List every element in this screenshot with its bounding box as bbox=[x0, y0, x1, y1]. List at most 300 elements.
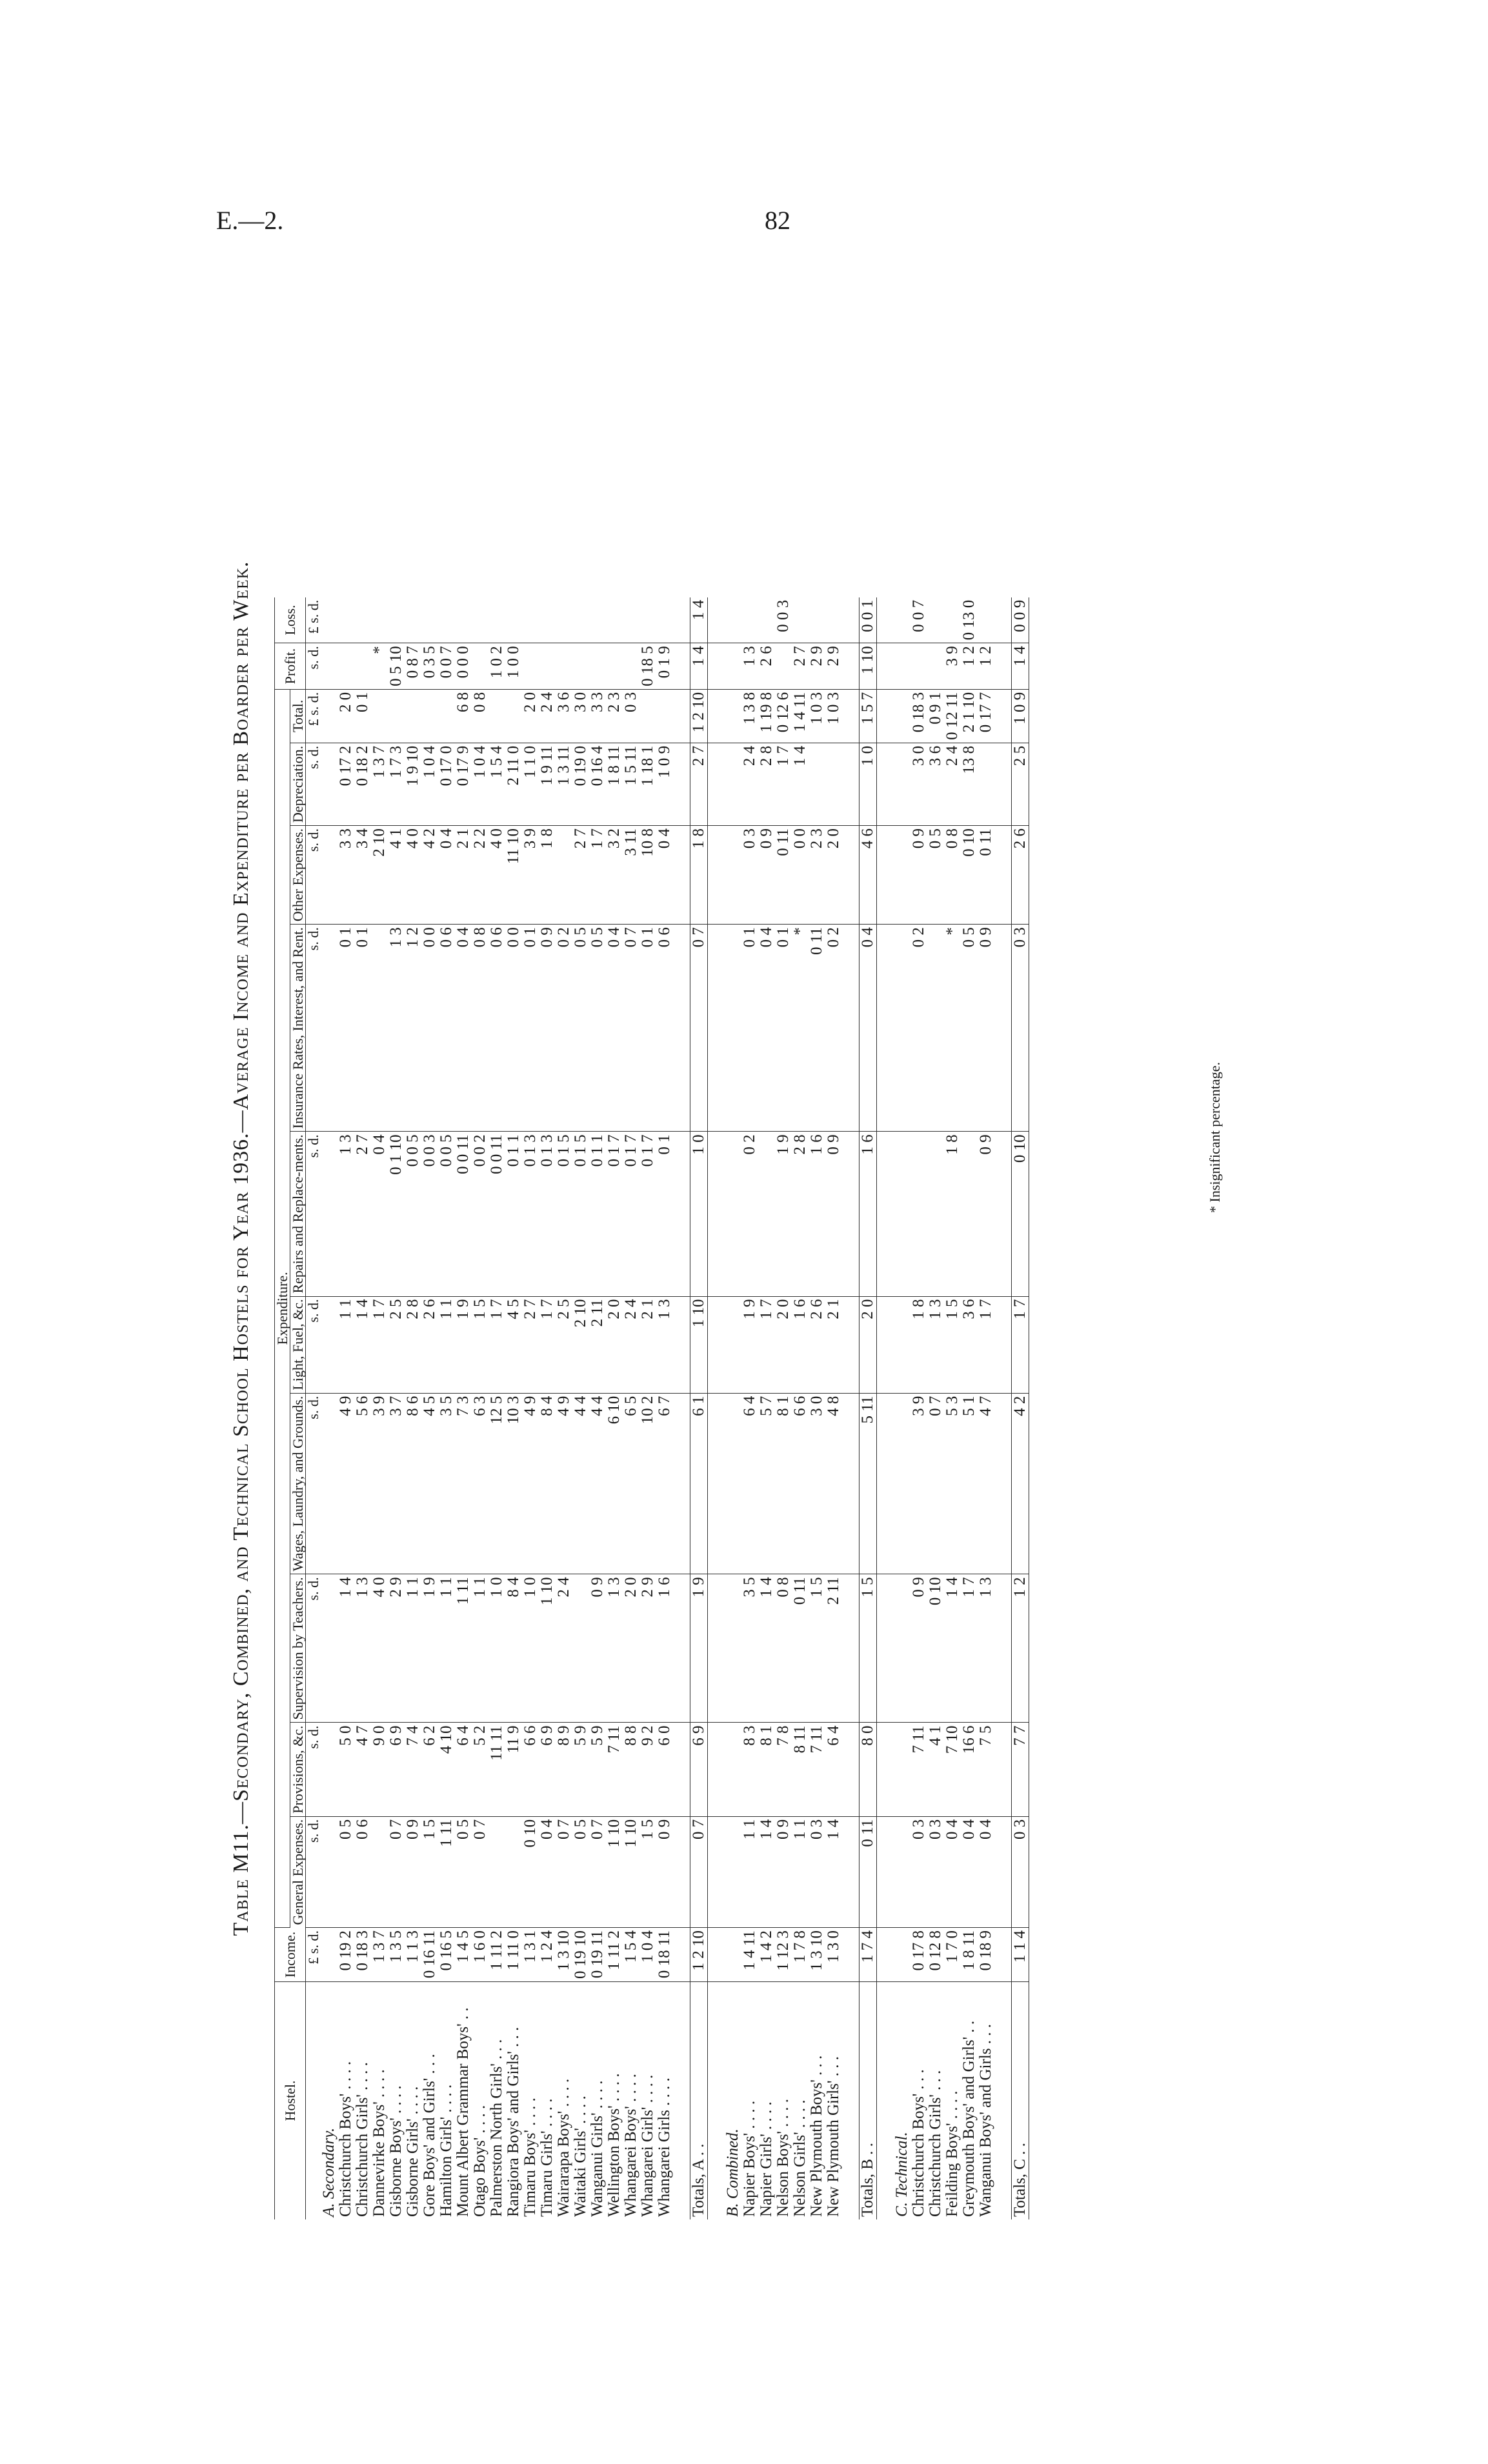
hostel-row bbox=[572, 597, 589, 2219]
value-cell: 0 17 7 bbox=[978, 689, 994, 743]
value-cell bbox=[978, 743, 994, 825]
hostel-row bbox=[505, 597, 522, 2219]
value-cell: 0 9 bbox=[978, 1132, 994, 1296]
value-cell: 1 1 bbox=[472, 1574, 488, 1723]
spacer-cell bbox=[842, 1723, 860, 1816]
hostel-name: Christchurch Boys' . . . bbox=[910, 2069, 928, 2217]
value-cell: 2 8 bbox=[758, 743, 775, 825]
value-cell: 0 17 9 bbox=[455, 743, 472, 825]
value-cell: 0 1 7 bbox=[623, 1132, 639, 1296]
value-cell: 0 5 bbox=[572, 925, 589, 1132]
value-cell: 6 9 bbox=[388, 1723, 405, 1816]
col-loss: Loss. bbox=[275, 597, 306, 643]
value-cell: 0 19 2 bbox=[337, 1928, 354, 1982]
value-cell bbox=[825, 743, 842, 825]
value-cell: 5 9 bbox=[572, 1723, 589, 1816]
value-cell: 0 1 bbox=[656, 1132, 673, 1296]
value-cell: 1 7 bbox=[488, 1296, 505, 1393]
spacer-cell bbox=[842, 597, 860, 643]
value-cell bbox=[809, 743, 825, 825]
value-cell: 4 7 bbox=[978, 1393, 994, 1574]
value-cell: 1 5 bbox=[944, 1296, 961, 1393]
spacer-cell bbox=[673, 643, 690, 690]
value-cell: 6 9 bbox=[690, 1723, 708, 1816]
spacer-cell bbox=[708, 1816, 725, 1927]
spacer-cell bbox=[842, 825, 860, 924]
value-cell: 11 9 bbox=[505, 1723, 522, 1816]
value-cell bbox=[656, 689, 673, 743]
value-cell: 2 9 bbox=[809, 643, 825, 690]
value-cell: 2 5 bbox=[556, 1296, 572, 1393]
col-hostel: Hostel. bbox=[275, 1982, 306, 2220]
value-cell: 1 0 4 bbox=[472, 743, 488, 825]
value-cell: 3 3 bbox=[589, 689, 606, 743]
value-cell: 13 8 bbox=[961, 743, 978, 825]
spacer-cell bbox=[673, 743, 690, 825]
value-cell bbox=[405, 597, 421, 643]
value-cell: 0 4 bbox=[438, 825, 455, 924]
unit-label: s. d. bbox=[306, 1393, 321, 1574]
value-cell: 0 3 5 bbox=[421, 643, 438, 690]
value-cell: 0 0 9 bbox=[1012, 597, 1029, 643]
empty-cell bbox=[894, 1132, 910, 1296]
value-cell bbox=[556, 597, 572, 643]
col-general: General Expenses. bbox=[290, 1816, 306, 1927]
spacer-cell bbox=[842, 1816, 860, 1927]
value-cell bbox=[572, 1574, 589, 1723]
value-cell bbox=[421, 597, 438, 643]
value-cell bbox=[927, 597, 944, 643]
table-body bbox=[321, 597, 1029, 2219]
value-cell: 0 9 bbox=[978, 925, 994, 1132]
value-cell: 0 18 3 bbox=[910, 689, 927, 743]
hostel-name: Hamilton Girls' . . . . bbox=[437, 2084, 456, 2217]
value-cell: 2 0 bbox=[337, 689, 354, 743]
value-cell: 0 7 bbox=[690, 925, 708, 1132]
hostel-name: Waitaki Girls' . . . . bbox=[572, 2096, 590, 2217]
value-cell: 1 4 bbox=[354, 1296, 371, 1393]
empty-cell bbox=[894, 689, 910, 743]
hostel-row bbox=[438, 597, 455, 2219]
value-cell bbox=[337, 643, 354, 690]
hostel-name: Palmerston North Girls' . . . bbox=[488, 2039, 506, 2217]
hostel-row bbox=[741, 597, 758, 2219]
value-cell: 1 1 bbox=[405, 1574, 421, 1723]
value-cell: 1 7 4 bbox=[860, 1928, 877, 1982]
value-cell: 0 18 2 bbox=[354, 743, 371, 825]
spacer-cell bbox=[877, 643, 894, 690]
hostel-row bbox=[978, 597, 994, 2219]
value-cell: 2 7 bbox=[522, 1296, 539, 1393]
spacer-cell bbox=[708, 1982, 725, 2220]
value-cell: 1 3 bbox=[978, 1574, 994, 1723]
value-cell: 10 2 bbox=[639, 1393, 656, 1574]
value-cell: 2 6 bbox=[421, 1296, 438, 1393]
value-cell: 8 8 bbox=[623, 1723, 639, 1816]
value-cell: 2 0 bbox=[825, 825, 842, 924]
hostel-name: Greymouth Boys' and Girls' . . bbox=[960, 2020, 978, 2217]
value-cell: 0 2 bbox=[825, 925, 842, 1132]
value-cell bbox=[388, 597, 405, 643]
value-cell: 0 0 0 bbox=[455, 643, 472, 690]
value-cell: 7 11 bbox=[809, 1723, 825, 1816]
spacer-cell bbox=[708, 1393, 725, 1574]
value-cell: 10 8 bbox=[639, 825, 656, 924]
value-cell: 1 3 bbox=[741, 643, 758, 690]
value-cell: 4 4 bbox=[572, 1393, 589, 1574]
value-cell bbox=[455, 597, 472, 643]
value-cell: 6 7 bbox=[656, 1393, 673, 1574]
value-cell bbox=[505, 1816, 522, 1927]
value-cell: 1 10 bbox=[860, 643, 877, 690]
value-cell: 4 0 bbox=[488, 825, 505, 924]
value-cell bbox=[556, 825, 572, 924]
value-cell: 0 9 bbox=[825, 1132, 842, 1296]
value-cell: 1 10 bbox=[623, 1816, 639, 1927]
value-cell: 1 9 bbox=[455, 1296, 472, 1393]
value-cell: 1 7 bbox=[758, 1296, 775, 1393]
hostel-row bbox=[927, 597, 944, 2219]
value-cell bbox=[488, 689, 505, 743]
value-cell bbox=[505, 689, 522, 743]
value-cell bbox=[606, 597, 623, 643]
value-cell: 1 0 3 bbox=[825, 689, 842, 743]
value-cell: 1 4 5 bbox=[455, 1928, 472, 1982]
hostel-row bbox=[405, 597, 421, 2219]
value-cell: 11 11 bbox=[488, 1723, 505, 1816]
value-cell: 1 5 bbox=[639, 1816, 656, 1927]
value-cell: 4 5 bbox=[505, 1296, 522, 1393]
value-cell: 1 11 2 bbox=[606, 1928, 623, 1982]
value-cell: 8 4 bbox=[505, 1574, 522, 1723]
value-cell: 0 19 11 bbox=[589, 1928, 606, 1982]
value-cell: 4 8 bbox=[825, 1393, 842, 1574]
value-cell: 2 7 bbox=[792, 643, 809, 690]
value-cell: 0 16 11 bbox=[421, 1928, 438, 1982]
value-cell: 1 7 8 bbox=[792, 1928, 809, 1982]
value-cell: 0 0 2 bbox=[472, 1132, 488, 1296]
empty-cell bbox=[725, 689, 741, 743]
unit-label: s. d. bbox=[306, 643, 321, 690]
value-cell: 6 10 bbox=[606, 1393, 623, 1574]
value-cell: 1 7 bbox=[589, 825, 606, 924]
value-cell: 8 9 bbox=[556, 1723, 572, 1816]
col-insurance: Insurance Rates, Interest, and Rent. bbox=[290, 925, 306, 1132]
value-cell bbox=[354, 597, 371, 643]
value-cell: 2 4 bbox=[539, 689, 556, 743]
value-cell: 8 6 bbox=[405, 1393, 421, 1574]
value-cell: 2 9 bbox=[825, 643, 842, 690]
value-cell: 1 10 bbox=[539, 1574, 556, 1723]
value-cell: 1 3 10 bbox=[809, 1928, 825, 1982]
value-cell: 0 9 bbox=[656, 1816, 673, 1927]
empty-cell bbox=[321, 1574, 337, 1723]
value-cell bbox=[792, 597, 809, 643]
totals-row bbox=[690, 597, 708, 2219]
value-cell bbox=[488, 1816, 505, 1927]
value-cell: 3 4 bbox=[354, 825, 371, 924]
value-cell: 2 0 bbox=[623, 1574, 639, 1723]
spacer-cell bbox=[877, 1574, 894, 1723]
value-cell: 1 3 1 bbox=[522, 1928, 539, 1982]
spacer-row bbox=[877, 597, 894, 2219]
col-supervision: Supervision by Teachers. bbox=[290, 1574, 306, 1723]
unit-label: s. d. bbox=[306, 1723, 321, 1816]
spacer-cell bbox=[673, 1132, 690, 1296]
value-cell bbox=[388, 689, 405, 743]
value-cell: 2 6 bbox=[809, 1296, 825, 1393]
value-cell: 6 2 bbox=[421, 1723, 438, 1816]
value-cell: 0 7 bbox=[388, 1816, 405, 1927]
empty-cell bbox=[725, 597, 741, 643]
value-cell bbox=[438, 597, 455, 643]
value-cell: 1 3 8 bbox=[741, 689, 758, 743]
value-cell: 2 3 bbox=[606, 689, 623, 743]
empty-cell bbox=[321, 825, 337, 924]
value-cell: 7 3 bbox=[455, 1393, 472, 1574]
value-cell: 0 18 5 bbox=[639, 643, 656, 690]
unit-label: s. d. bbox=[306, 743, 321, 825]
spacer-cell bbox=[994, 1296, 1012, 1393]
spacer-cell bbox=[842, 1574, 860, 1723]
value-cell: 0 12 11 bbox=[944, 689, 961, 743]
value-cell: 1 3 11 bbox=[556, 743, 572, 825]
value-cell bbox=[809, 597, 825, 643]
spacer-cell bbox=[673, 1296, 690, 1393]
value-cell: 1 0 bbox=[522, 1574, 539, 1723]
value-cell: 1 3 bbox=[927, 1296, 944, 1393]
value-cell: 0 19 0 bbox=[572, 743, 589, 825]
value-cell: 0 1 5 bbox=[572, 1132, 589, 1296]
spacer-cell bbox=[842, 1132, 860, 1296]
spacer-cell bbox=[708, 1132, 725, 1296]
value-cell: 0 2 bbox=[556, 925, 572, 1132]
hostel-row bbox=[792, 597, 809, 2219]
empty-cell bbox=[321, 1132, 337, 1296]
hostel-name: Timaru Girls' . . . . bbox=[538, 2098, 556, 2217]
hostel-name: Christchurch Girls' . . . bbox=[927, 2070, 945, 2217]
hostel-row bbox=[421, 597, 438, 2219]
value-cell: 1 7 bbox=[1012, 1296, 1029, 1393]
value-cell bbox=[910, 643, 927, 690]
value-cell: 4 9 bbox=[337, 1393, 354, 1574]
value-cell: 0 1 bbox=[337, 925, 354, 1132]
value-cell: 1 10 bbox=[606, 1816, 623, 1927]
hostel-row bbox=[809, 597, 825, 2219]
value-cell: 2 1 bbox=[825, 1296, 842, 1393]
empty-cell bbox=[725, 1296, 741, 1393]
value-cell: 1 1 bbox=[438, 1296, 455, 1393]
value-cell: 1 0 4 bbox=[421, 743, 438, 825]
empty-cell bbox=[725, 1132, 741, 1296]
value-cell bbox=[825, 597, 842, 643]
hostel-row bbox=[472, 597, 488, 2219]
value-cell bbox=[556, 643, 572, 690]
value-cell: 6 6 bbox=[522, 1723, 539, 1816]
value-cell: 2 3 bbox=[809, 825, 825, 924]
spacer-cell bbox=[708, 1574, 725, 1723]
section-title: B. Combined. bbox=[724, 2128, 742, 2217]
value-cell: 0 1 bbox=[639, 925, 656, 1132]
value-cell: 0 12 8 bbox=[927, 1928, 944, 1982]
value-cell: 3 9 bbox=[944, 643, 961, 690]
value-cell: 3 5 bbox=[438, 1393, 455, 1574]
value-cell: 0 9 bbox=[405, 1816, 421, 1927]
spacer-cell bbox=[877, 743, 894, 825]
value-cell: 0 0 3 bbox=[421, 1132, 438, 1296]
value-cell: 0 0 11 bbox=[488, 1132, 505, 1296]
value-cell: 0 9 bbox=[775, 1816, 792, 1927]
spacer-row bbox=[708, 597, 725, 2219]
value-cell: 0 10 bbox=[961, 825, 978, 924]
hostel-row bbox=[455, 597, 472, 2219]
value-cell bbox=[589, 597, 606, 643]
value-cell: 4 1 bbox=[927, 1723, 944, 1816]
empty-cell bbox=[725, 743, 741, 825]
spacer-cell bbox=[708, 1296, 725, 1393]
value-cell: 3 9 bbox=[910, 1393, 927, 1574]
value-cell: 6 9 bbox=[539, 1723, 556, 1816]
value-cell: 2 7 bbox=[690, 743, 708, 825]
spacer-cell bbox=[673, 597, 690, 643]
spacer-cell bbox=[994, 1982, 1012, 2220]
value-cell: 4 10 bbox=[438, 1723, 455, 1816]
value-cell: 1 8 11 bbox=[606, 743, 623, 825]
spacer-cell bbox=[708, 1723, 725, 1816]
value-cell: 5 2 bbox=[472, 1723, 488, 1816]
value-cell: 0 3 bbox=[1012, 1816, 1029, 1927]
value-cell: * bbox=[371, 643, 388, 690]
value-cell: 10 3 bbox=[505, 1393, 522, 1574]
value-cell: 7 11 bbox=[910, 1723, 927, 1816]
value-cell: 1 3 bbox=[656, 1296, 673, 1393]
value-cell: 5 1 bbox=[961, 1393, 978, 1574]
value-cell: 8 1 bbox=[758, 1723, 775, 1816]
value-cell: 0 3 bbox=[927, 1816, 944, 1927]
unit-label: s. d. bbox=[306, 925, 321, 1132]
hostel-name: Totals, B . . bbox=[860, 1982, 877, 2220]
value-cell: 0 1 bbox=[775, 925, 792, 1132]
spacer-cell bbox=[673, 1574, 690, 1723]
value-cell: 3 0 bbox=[572, 689, 589, 743]
empty-cell bbox=[321, 643, 337, 690]
value-cell: 5 11 bbox=[860, 1393, 877, 1574]
value-cell: 1 9 bbox=[690, 1574, 708, 1723]
value-cell: 0 0 bbox=[505, 925, 522, 1132]
value-cell: 8 3 bbox=[741, 1723, 758, 1816]
empty-cell bbox=[894, 1574, 910, 1723]
value-cell: 1 12 3 bbox=[775, 1928, 792, 1982]
value-cell bbox=[421, 689, 438, 743]
hostel-name: Totals, A . . bbox=[690, 1982, 708, 2220]
value-cell: 0 4 bbox=[860, 925, 877, 1132]
value-cell: 4 4 bbox=[589, 1393, 606, 1574]
value-cell: 0 11 bbox=[775, 825, 792, 924]
value-cell: 1 4 2 bbox=[758, 1928, 775, 1982]
value-cell: 0 10 bbox=[1012, 1132, 1029, 1296]
value-cell bbox=[741, 597, 758, 643]
totals-row bbox=[1012, 597, 1029, 2219]
value-cell: 0 5 bbox=[337, 1816, 354, 1927]
value-cell bbox=[505, 597, 522, 643]
value-cell: 0 11 bbox=[978, 825, 994, 924]
value-cell: 1 6 bbox=[792, 1296, 809, 1393]
document-reference: E.—2. bbox=[216, 206, 284, 235]
spacer-cell bbox=[877, 689, 894, 743]
spacer-cell bbox=[994, 1723, 1012, 1816]
value-cell: 1 0 4 bbox=[639, 1928, 656, 1982]
value-cell: 0 9 bbox=[910, 1574, 927, 1723]
value-cell: 0 0 5 bbox=[405, 1132, 421, 1296]
value-cell: 1 3 bbox=[388, 925, 405, 1132]
value-cell bbox=[371, 689, 388, 743]
value-cell: 6 0 bbox=[656, 1723, 673, 1816]
empty-cell bbox=[894, 743, 910, 825]
footnote: * Insignificant percentage. bbox=[1207, 1062, 1223, 1213]
value-cell: 6 1 bbox=[690, 1393, 708, 1574]
value-cell: 0 1 bbox=[354, 689, 371, 743]
value-cell: 4 7 bbox=[354, 1723, 371, 1816]
value-cell: 0 1 7 bbox=[606, 1132, 623, 1296]
value-cell: 1 9 11 bbox=[539, 743, 556, 825]
value-cell: 8 0 bbox=[860, 1723, 877, 1816]
spacer-cell bbox=[842, 1928, 860, 1982]
value-cell: 0 1 9 bbox=[656, 643, 673, 690]
value-cell: 1 5 4 bbox=[488, 743, 505, 825]
value-cell: 0 1 3 bbox=[539, 1132, 556, 1296]
empty-cell bbox=[321, 597, 337, 643]
empty-cell bbox=[725, 643, 741, 690]
spacer-cell bbox=[994, 743, 1012, 825]
hostel-name: Wanganui Girls' . . . . bbox=[588, 2080, 607, 2217]
spacer-cell bbox=[842, 1393, 860, 1574]
value-cell: 1 4 bbox=[758, 1574, 775, 1723]
value-cell: 2 0 bbox=[775, 1296, 792, 1393]
value-cell: 3 9 bbox=[371, 1393, 388, 1574]
spacer-cell bbox=[994, 597, 1012, 643]
empty-cell bbox=[894, 643, 910, 690]
value-cell: 1 2 4 bbox=[539, 1928, 556, 1982]
hostel-name: Nelson Boys' . . . . bbox=[774, 2099, 792, 2217]
spacer-cell bbox=[994, 1816, 1012, 1927]
value-cell: 3 6 bbox=[556, 689, 572, 743]
value-cell bbox=[539, 597, 556, 643]
value-cell: 0 8 bbox=[944, 825, 961, 924]
hostel-name: Christchurch Girls' . . . . bbox=[354, 2062, 372, 2217]
value-cell bbox=[927, 925, 944, 1132]
value-cell bbox=[910, 1132, 927, 1296]
hostel-name: Whangarei Girls' . . . . bbox=[639, 2074, 657, 2217]
section-title: C. Technical. bbox=[893, 2132, 911, 2217]
col-wages: Wages, Laundry, and Grounds. bbox=[290, 1393, 306, 1574]
hostel-name: Nelson Girls' . . . . bbox=[791, 2099, 809, 2217]
value-cell bbox=[589, 643, 606, 690]
value-cell: 0 5 bbox=[572, 1816, 589, 1927]
empty-cell bbox=[725, 1574, 741, 1723]
value-cell: 2 4 bbox=[556, 1574, 572, 1723]
value-cell: 3 11 bbox=[623, 825, 639, 924]
value-cell: 0 10 bbox=[522, 1816, 539, 1927]
value-cell: 1 7 bbox=[978, 1296, 994, 1393]
value-cell: 8 11 bbox=[792, 1723, 809, 1816]
value-cell: 0 18 9 bbox=[978, 1928, 994, 1982]
value-cell: 0 16 4 bbox=[589, 743, 606, 825]
col-repairs: Repairs and Replace-ments. bbox=[290, 1132, 306, 1296]
value-cell bbox=[758, 597, 775, 643]
value-cell: 0 1 3 bbox=[522, 1132, 539, 1296]
empty-cell bbox=[321, 1296, 337, 1393]
value-cell: 1 0 2 bbox=[488, 643, 505, 690]
